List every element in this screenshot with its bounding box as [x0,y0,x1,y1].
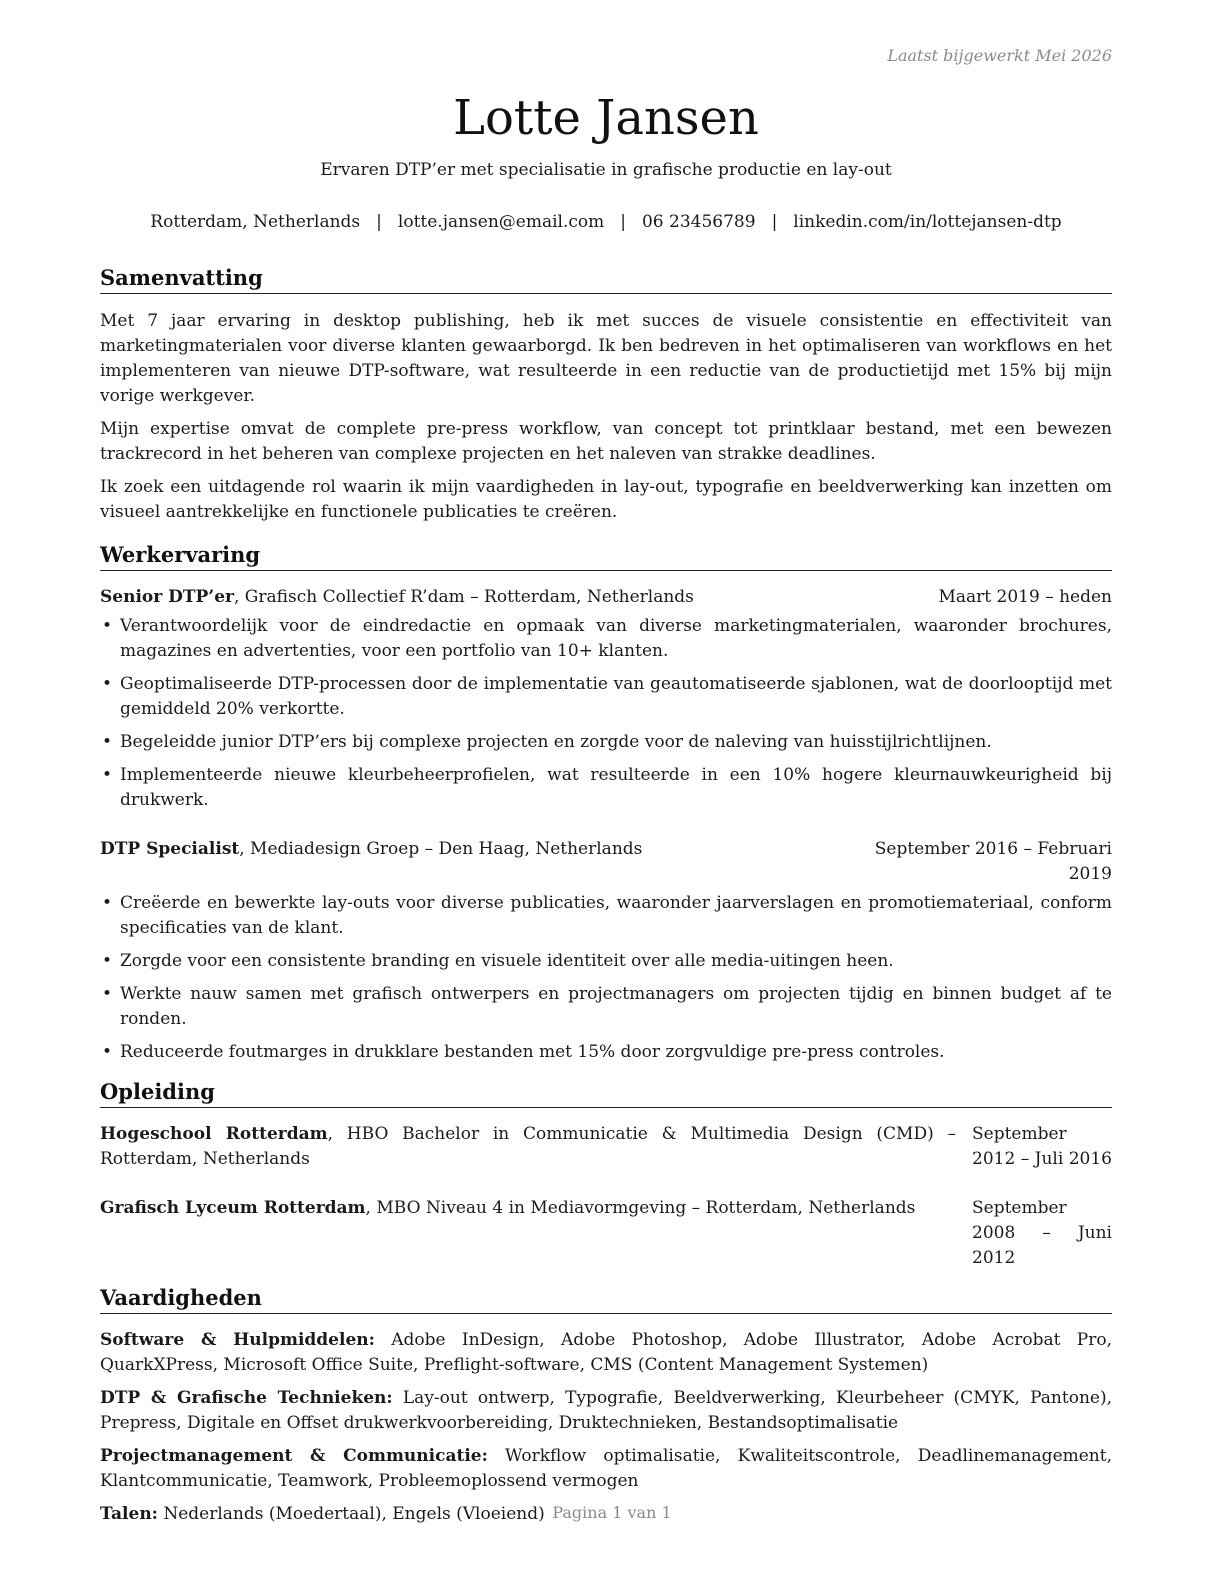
contact-separator: | [771,212,778,232]
job-bullet: • Reduceerde foutmarges in drukklare bestanden met 15% door zorgvuldige pre-press controles. [100,1040,1112,1065]
resume-page [100,0,1112,1535]
skills-section [100,1285,1112,1527]
page-number: Pagina 1 van 1 [552,1503,672,1522]
job-header [100,585,1112,610]
education-school: Hogeschool Rotterdam [100,1124,328,1144]
education-dates: September 2012 – Juli 2016 [972,1124,1112,1169]
job-role: DTP Specialist [100,839,240,859]
contact-linkedin[interactable]: linkedin.com/in/lottejansen-dtp [793,212,1062,232]
education-dates: September 2008 – Juni 2012 [972,1198,1112,1268]
skill-value: Adobe InDesign, Adobe Photoshop, Adobe Illustrator, Adobe Acrobat Pro, QuarkXPress, Microsoft Office Suite, Preflight-software, CMS (Content Management Systemen) [100,1330,1112,1375]
section-title-education: Opleiding [100,1079,1112,1108]
job-bullet: • Implementeerde nieuwe kleurbeheerprofielen, wat resulteerde in een 10% hogere kleurnauwkeurigheid bij drukwerk. [100,763,1112,813]
job-entry [100,837,1112,1065]
job-bullet: • Begeleidde junior DTP’ers bij complexe projecten en zorgde voor de naleving van huisstijlrichtlijnen. [100,730,1112,755]
job-bullet: • Werkte nauw samen met grafisch ontwerpers en projectmanagers om projecten tijdig en binnen budget af te ronden. [100,982,1112,1032]
person-name: Lotte Jansen [453,90,759,146]
section-title-experience: Werkervaring [100,542,1112,571]
contact-email[interactable]: lotte.jansen@email.com [397,212,605,232]
skill-value: Workflow optimalisatie, Kwaliteitscontrole, Deadlinemanagement, Klantcommunicatie, Teamwork, Probleemoplossend vermogen [100,1446,1112,1491]
job-bullet: • Zorgde voor een consistente branding en visuele identiteit over alle media-uitingen heen. [100,949,1112,974]
education-entry [100,1122,1112,1172]
education-entry [100,1196,1112,1271]
skill-group [100,1444,1112,1494]
education-details: , HBO Bachelor in Communicatie & Multimedia Design (CMD) – Rotterdam, Netherlands [100,1124,956,1169]
job-bullet: • Geoptimaliseerde DTP-processen door de implementatie van geautomatiseerde sjablonen, wat de doorlooptijd met gemiddeld 20% verkortte. [100,672,1112,722]
job-bullet: • Creëerde en bewerkte lay-outs voor diverse publicaties, waaronder jaarverslagen en promotiemateriaal, conform specificaties van de klant. [100,891,1112,941]
last-updated: Laatst bijgewerkt Mei 2026 [887,46,1112,65]
summary-section [100,265,1112,525]
contact-location: Rotterdam, Netherlands [150,212,361,232]
summary-paragraph: Met 7 jaar ervaring in desktop publishing, heb ik met succes de visuele consistentie en effectiviteit van marketingmaterialen voor diverse klanten gewaarborgd. Ik ben bedreven in het optimaliseren van workflows en het implementeren van nieuwe DTP-software, wat resulteerde in een reductie van de productietijd met 15% bij mijn vorige werkgever. [100,311,1112,406]
education-school: Grafisch Lyceum Rotterdam [100,1198,366,1218]
summary-paragraph: Mijn expertise omvat de complete pre-press workflow, van concept tot printklaar bestand, met een bewezen trackrecord in het beheren van complexe projecten en het naleven van strakke deadlines. [100,419,1112,464]
section-title-skills: Vaardigheden [100,1285,1112,1314]
skill-label: Talen: [100,1504,158,1524]
skill-value: Lay-out ontwerp, Typografie, Beeldverwerking, Kleurbeheer (CMYK, Pantone), Prepress, Digitale en Offset drukwerkvoorbereiding, Druktechnieken, Bestandsoptimalisatie [100,1388,1112,1433]
job-header [100,837,1112,887]
contact-line [100,210,1112,235]
job-dates: September 2016 – Februari 2019 [874,839,1112,884]
job-bullets [100,891,1112,1065]
skill-group [100,1328,1112,1378]
contact-phone[interactable]: 06 23456789 [641,212,756,232]
job-details: , Mediadesign Groep – Den Haag, Netherlands [239,839,643,859]
skill-label: DTP & Grafische Technieken: [100,1388,393,1408]
skill-group [100,1386,1112,1436]
education-section [100,1079,1112,1271]
section-title-summary: Samenvatting [100,265,1112,294]
contact-separator: | [376,212,382,232]
skill-label: Software & Hulpmiddelen: [100,1330,375,1350]
tagline: Ervaren DTP’er met specialisatie in grafische productie en lay-out [320,160,892,180]
job-bullet: • Verantwoordelijk voor de eindredactie en opmaak van diverse marketingmaterialen, waaronder brochures, magazines en advertenties, voor een portfolio van 10+ klanten. [100,614,1112,664]
job-role: Senior DTP’er [100,587,234,607]
job-details: , Grafisch Collectief R’dam – Rotterdam, Netherlands [234,587,694,607]
job-dates: Maart 2019 – heden [938,587,1112,607]
experience-section [100,542,1112,1065]
job-bullets [100,614,1112,813]
education-details: , MBO Niveau 4 in Mediavormgeving – Rotterdam, Netherlands [365,1198,916,1218]
contact-separator: | [620,212,626,232]
summary-paragraph: Ik zoek een uitdagende rol waarin ik mijn vaardigheden in lay-out, typografie en beeldverwerking kan inzetten om visueel aantrekkelijke en functionele publicaties te creëren. [100,477,1112,522]
job-entry [100,585,1112,813]
skill-label: Projectmanagement & Communicatie: [100,1446,488,1466]
skill-value: Nederlands (Moedertaal), Engels (Vloeiend) [157,1504,545,1524]
